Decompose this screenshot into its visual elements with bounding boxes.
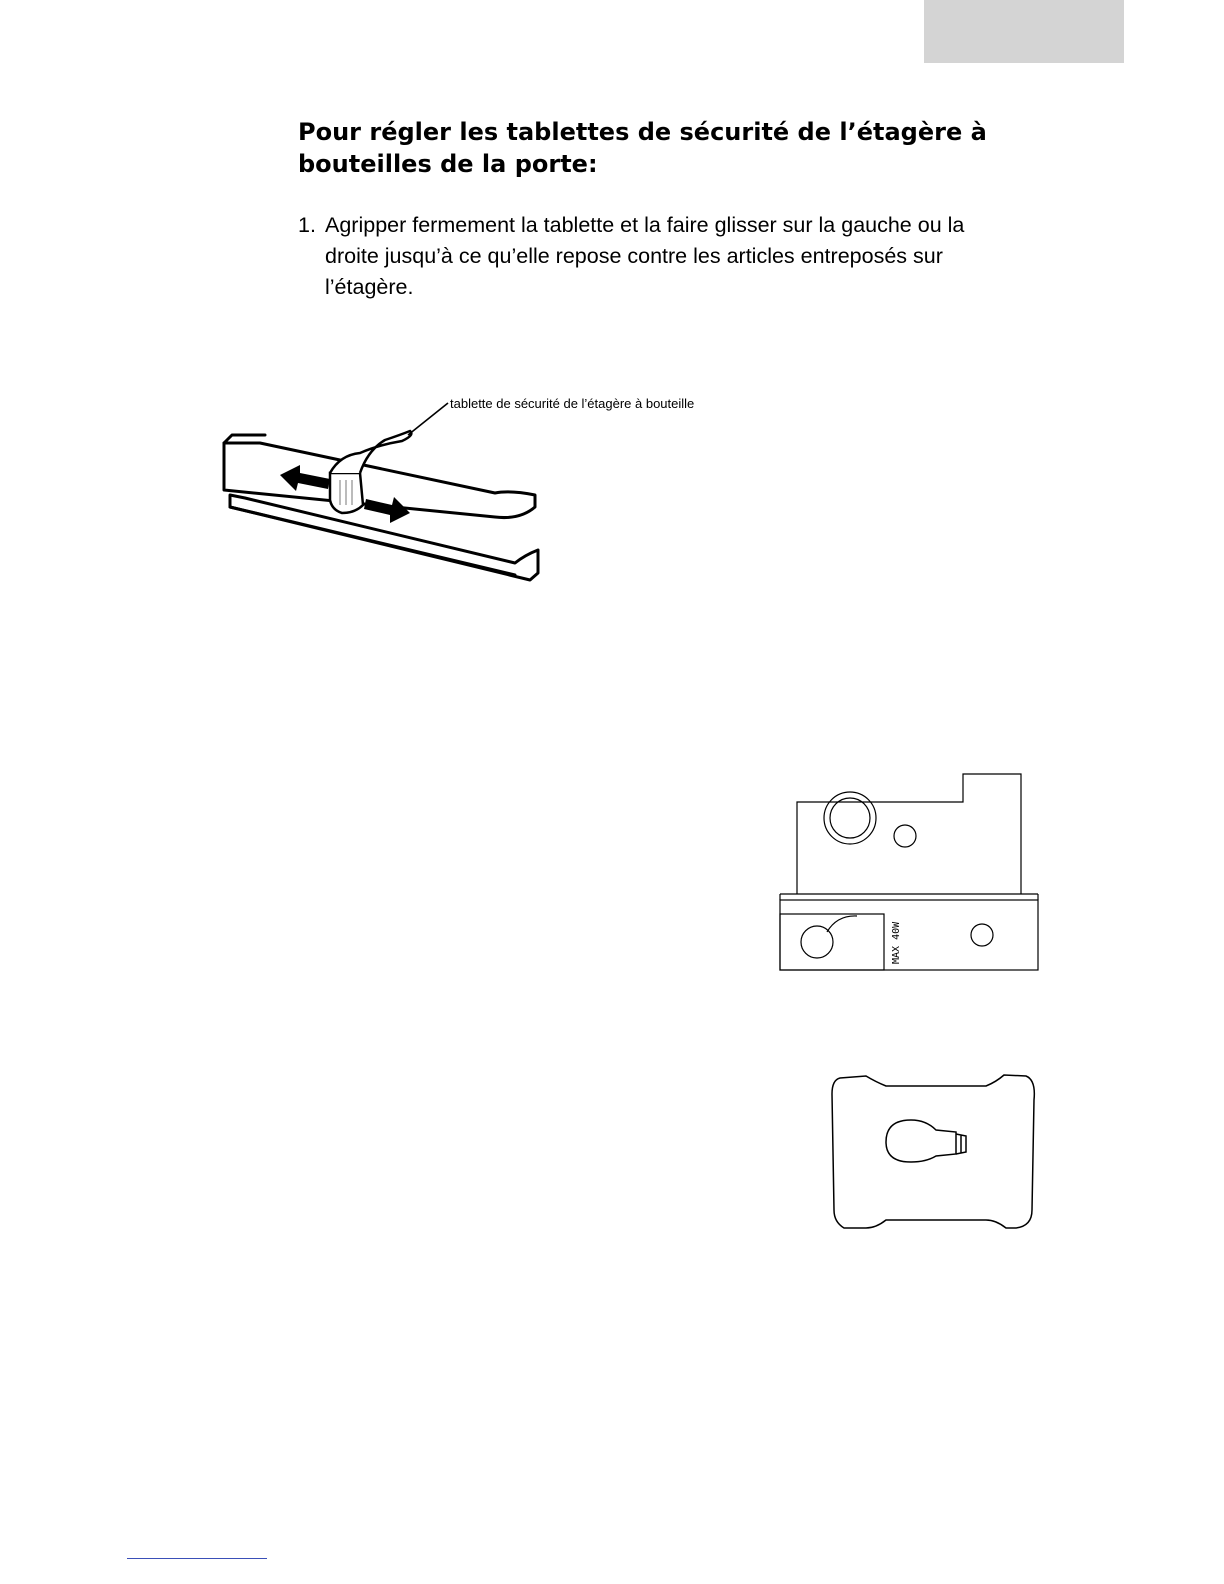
footnote-rule	[127, 1558, 267, 1559]
light-socket-illustration	[775, 770, 1045, 975]
page-tab-marker	[924, 0, 1124, 63]
section-heading: Pour régler les tablettes de sécurité de l’étagère à bouteilles de la porte:	[298, 118, 987, 178]
bottle-shelf-illustration	[210, 395, 550, 595]
shelf-callout-label: tablette de sécurité de l’étagère à bouteille	[450, 396, 695, 411]
light-cover-illustration	[826, 1070, 1042, 1238]
step-text: Agripper fermement la tablette et la faire glisser sur la gauche ou la droite jusqu’à ce qu’elle repose contre les articles entreposés sur l’étagère.	[325, 213, 965, 299]
instruction-step-1	[298, 210, 998, 303]
socket-rating-label: MAX 40W	[891, 921, 902, 964]
step-number: 1.	[298, 213, 316, 237]
